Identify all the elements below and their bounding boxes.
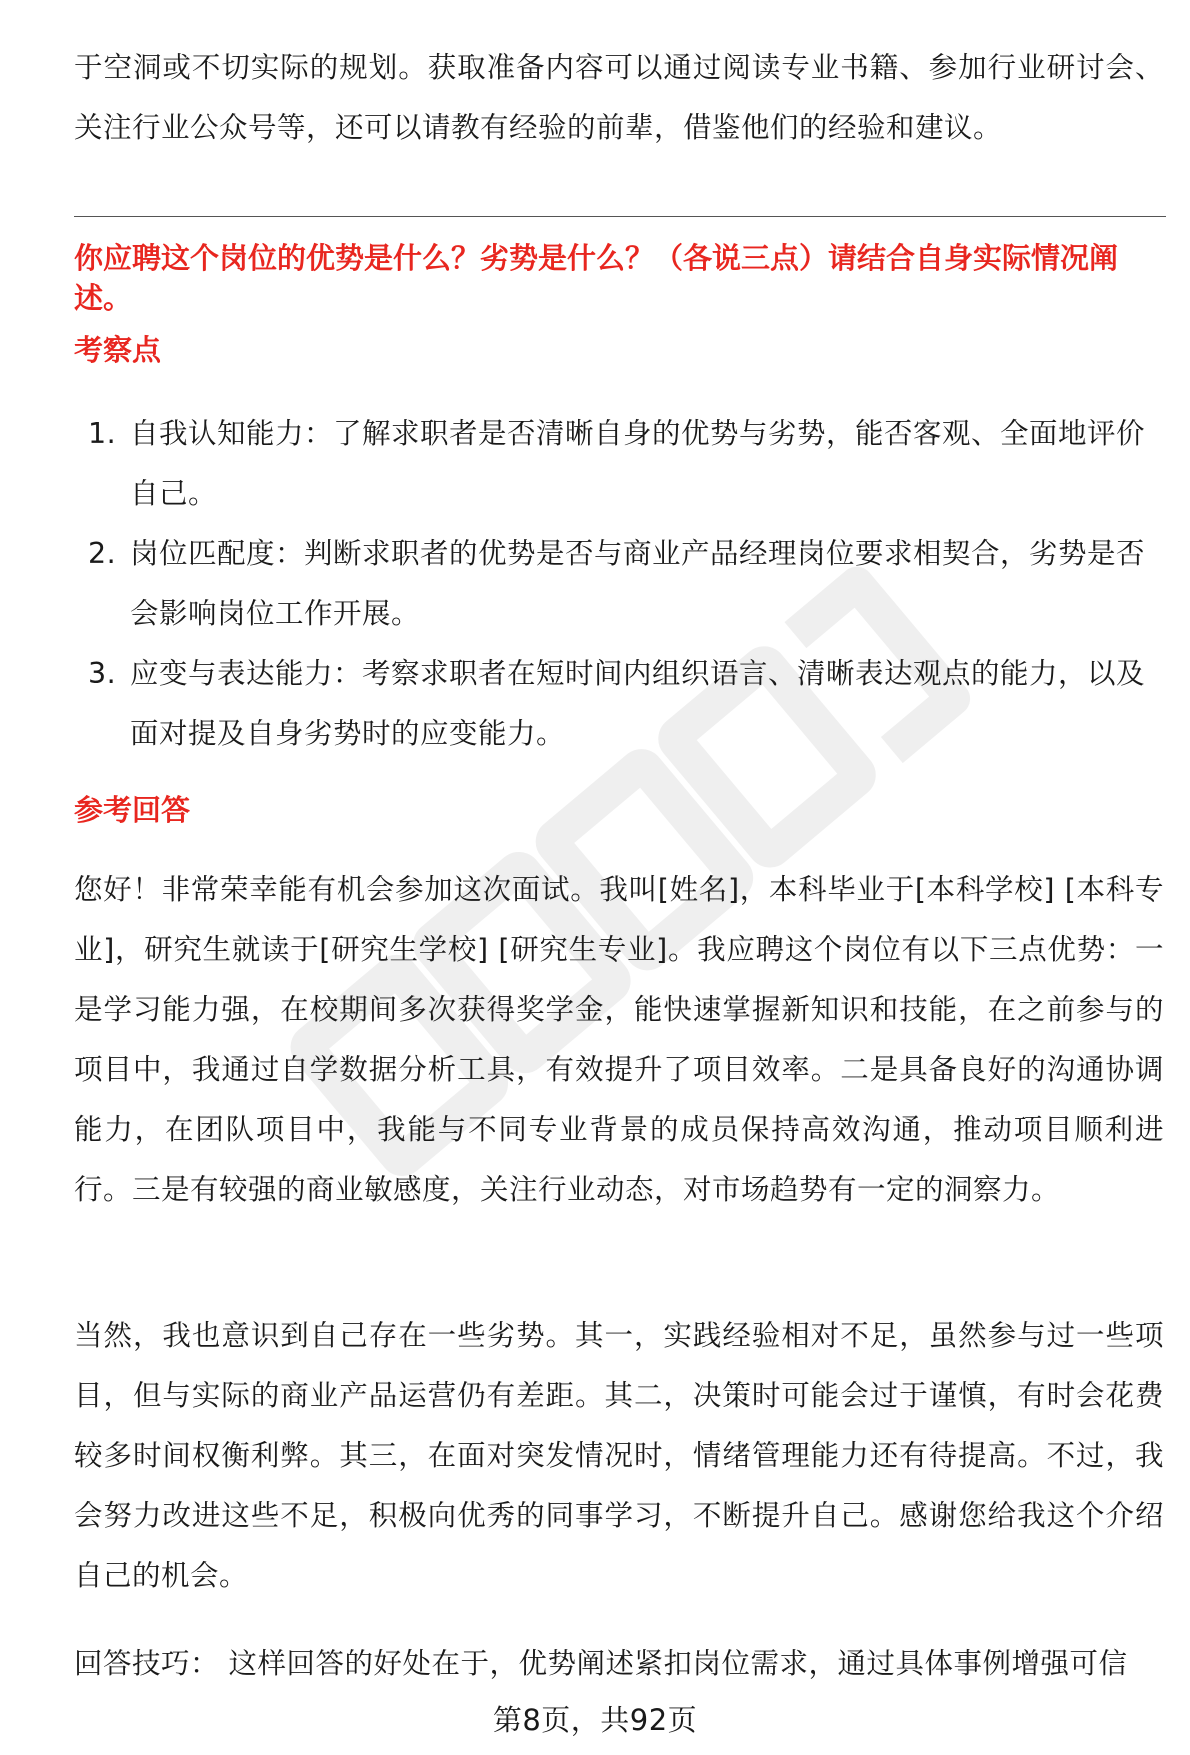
list-item-text: 岗位匹配度：判断求职者的优势是否与商业产品经理岗位要求相契合，劣势是否会影响岗位工作开展。: [130, 537, 1146, 630]
list-item: [74, 404, 1166, 524]
section-divider: [74, 216, 1166, 217]
list-item-number: 2.: [88, 537, 117, 570]
interview-question: 你应聘这个岗位的优势是什么？劣势是什么？（各说三点）请结合自身实际情况阐述。: [74, 241, 1119, 315]
answer-tips: 回答技巧： 这样回答的好处在于，优势阐述紧扣岗位需求，通过具体事例增强可信: [74, 1647, 1128, 1680]
list-item-text: 应变与表达能力：考察求职者在短时间内组织语言、清晰表达观点的能力，以及面对提及自身劣势时的应变能力。: [130, 657, 1146, 750]
assessment-heading: 考察点: [74, 333, 162, 367]
list-item: [74, 524, 1166, 644]
answer-heading: 参考回答: [74, 793, 191, 827]
page-number-footer: 第8页，共92页: [492, 1703, 698, 1737]
assessment-list: [74, 404, 1166, 764]
answer-paragraph-weaknesses: 当然，我也意识到自己存在一些劣势。其一，实践经验相对不足，虽然参与过一些项目，但与实际的商业产品运营仍有差距。其二，决策时可能会过于谨慎，有时会花费较多时间权衡利弊。其三，在面对突发情况时，情绪管理能力还有待提高。不过，我会努力改进这些不足，积极向优秀的同事学习，不断提升自己。感谢您给我这个介绍自己的机会。: [74, 1319, 1164, 1592]
answer-paragraph-strengths: 您好！非常荣幸能有机会参加这次面试。我叫[姓名]，本科毕业于[本科学校] [本科专业]，研究生就读于[研究生学校] [研究生专业]。我应聘这个岗位有以下三点优势：一是学习能力强，在校期间多次获得奖学金，能快速掌握新知识和技能，在之前参与的项目中，我通过自学数据分析工具，有效提升了项目效率。二是具备良好的沟通协调能力，在团队项目中，我能与不同专业背景的成员保持高效沟通，推动项目顺利进行。三是有较强的商业敏感度，关注行业动态，对市场趋势有一定的洞察力。: [74, 873, 1164, 1206]
list-item-number: 3.: [88, 657, 117, 690]
list-item-number: 1.: [88, 417, 117, 450]
list-item-text: 自我认知能力：了解求职者是否清晰自身的优势与劣势，能否客观、全面地评价自己。: [130, 417, 1146, 510]
list-item: [74, 644, 1166, 764]
intro-paragraph: 于空洞或不切实际的规划。获取准备内容可以通过阅读专业书籍、参加行业研讨会、关注行业公众号等，还可以请教有经验的前辈，借鉴他们的经验和建议。: [74, 51, 1164, 144]
